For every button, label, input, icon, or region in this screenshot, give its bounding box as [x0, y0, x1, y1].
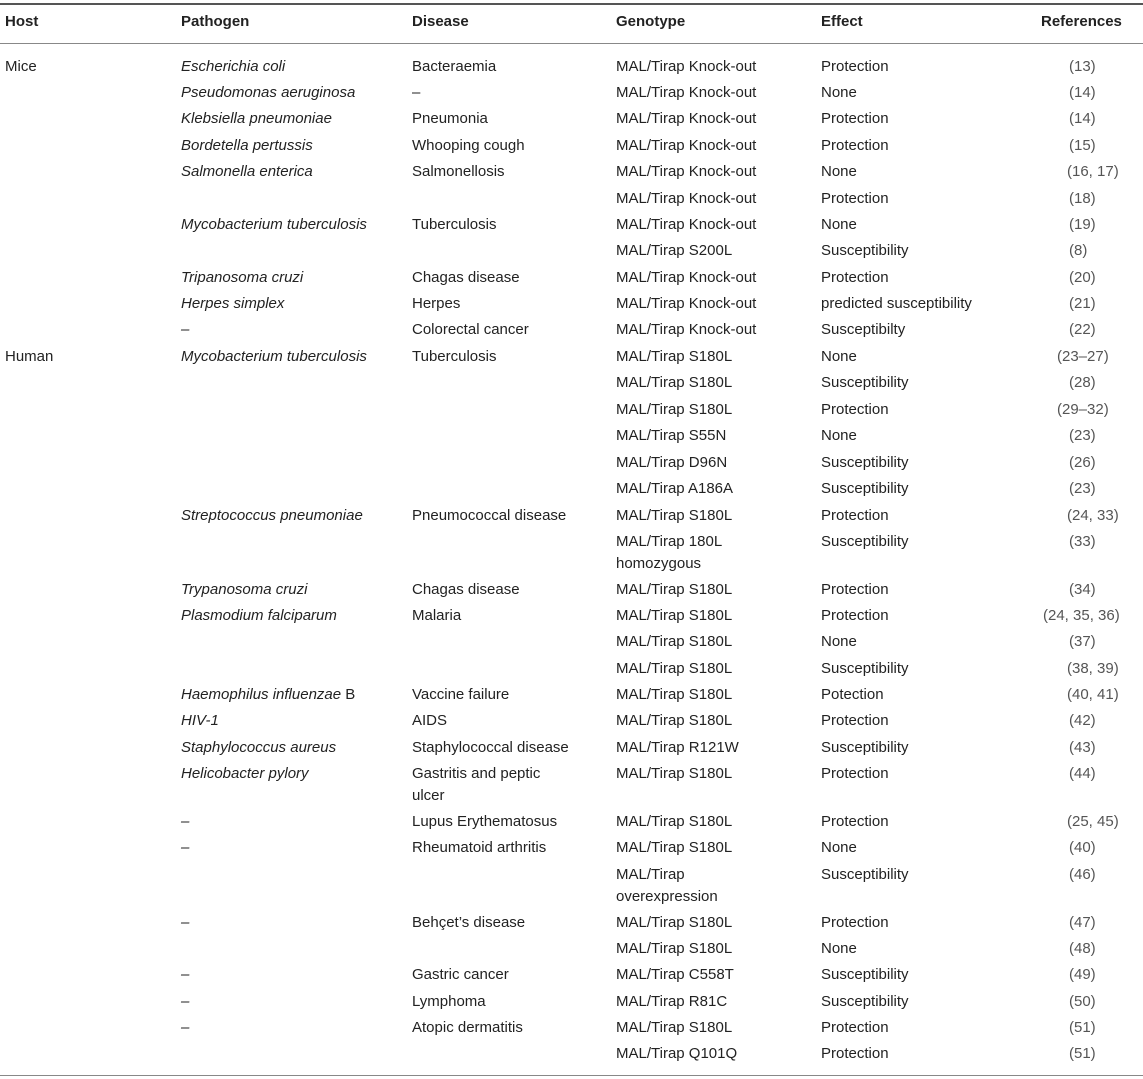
effect-cell: None — [821, 839, 857, 856]
disease-cell: Tuberculosis — [412, 216, 497, 233]
pathogen-cell: Salmonella enterica — [181, 163, 313, 180]
reference-cell: (16, 17) — [1067, 163, 1119, 180]
header-genotype: Genotype — [616, 13, 686, 30]
disease-cell: Herpes — [412, 295, 461, 312]
pathogen-cell: Bordetella pertussis — [181, 137, 313, 154]
effect-cell: Susceptibility — [821, 993, 909, 1010]
effect-cell: Protection — [821, 401, 889, 418]
genotype-cell: MAL/Tirap A186A — [616, 480, 734, 497]
disease-cell: Chagas disease — [412, 269, 520, 286]
effect-cell: Susceptibility — [821, 454, 909, 471]
pathogen-cell: Klebsiella pneumoniae — [181, 110, 332, 127]
disease-cell-line-2: ulcer — [412, 787, 445, 804]
pathogen-suffix: B — [341, 686, 356, 703]
genotype-cell: MAL/Tirap S180L — [616, 712, 733, 729]
genotype-cell: MAL/Tirap Knock-out — [616, 295, 757, 312]
header-effect: Effect — [821, 13, 863, 30]
reference-cell: (46) — [1069, 866, 1096, 883]
genotype-cell: MAL/Tirap Knock-out — [616, 137, 757, 154]
reference-cell: (34) — [1069, 581, 1096, 598]
genotype-cell: MAL/Tirap S180L — [616, 813, 733, 830]
host-cell: Mice — [5, 58, 37, 75]
reference-cell: (13) — [1069, 58, 1096, 75]
effect-cell: Protection — [821, 1019, 889, 1036]
pathogen-cell: Escherichia coli — [181, 58, 286, 75]
reference-cell: (48) — [1069, 940, 1096, 957]
genotype-cell: MAL/Tirap Knock-out — [616, 190, 757, 207]
reference-cell: (24, 35, 36) — [1043, 607, 1120, 624]
header-pathogen: Pathogen — [181, 13, 250, 30]
reference-cell: (29–32) — [1057, 401, 1109, 418]
genotype-cell: MAL/Tirap S180L — [616, 940, 733, 957]
genotype-cell: MAL/Tirap D96N — [616, 454, 728, 471]
reference-cell: (23–27) — [1057, 348, 1109, 365]
table-header-rule — [0, 43, 1143, 44]
pathogen-cell: Staphylococcus aureus — [181, 739, 337, 756]
effect-cell: Protection — [821, 607, 889, 624]
effect-cell: Protection — [821, 58, 889, 75]
table-top-rule — [0, 3, 1143, 5]
pathogen-cell: – — [181, 321, 190, 338]
genotype-cell: MAL/Tirap Knock-out — [616, 216, 757, 233]
genotype-cell: MAL/Tirap R81C — [616, 993, 728, 1010]
host-cell: Human — [5, 348, 54, 365]
reference-cell: (15) — [1069, 137, 1096, 154]
effect-cell: None — [821, 427, 857, 444]
genotype-cell: MAL/Tirap Knock-out — [616, 110, 757, 127]
disease-cell: Rheumatoid arthritis — [412, 839, 547, 856]
pathogen-cell: – — [181, 993, 190, 1010]
genotype-cell-line-1: MAL/Tirap 180L — [616, 533, 723, 550]
reference-cell: (14) — [1069, 110, 1096, 127]
disease-cell: Staphylococcal disease — [412, 739, 569, 756]
pathogen-cell: Mycobacterium tuberculosis — [181, 216, 367, 233]
reference-cell: (25, 45) — [1067, 813, 1119, 830]
reference-cell: (23) — [1069, 427, 1096, 444]
pathogen-cell: Plasmodium falciparum — [181, 607, 337, 624]
effect-cell: Potection — [821, 686, 884, 703]
genotype-cell: MAL/Tirap R121W — [616, 739, 739, 756]
disease-cell: – — [412, 84, 421, 101]
disease-cell: Bacteraemia — [412, 58, 497, 75]
genotype-cell: MAL/Tirap S180L — [616, 607, 733, 624]
reference-cell: (24, 33) — [1067, 507, 1119, 524]
genotype-cell-line-1: MAL/Tirap — [616, 866, 685, 883]
pathogen-name: Haemophilus influenzae — [181, 686, 342, 703]
genotype-cell: MAL/Tirap Knock-out — [616, 163, 757, 180]
reference-cell: (40) — [1069, 839, 1096, 856]
pathogen-cell: – — [181, 839, 190, 856]
effect-cell: Protection — [821, 581, 889, 598]
effect-cell: None — [821, 163, 857, 180]
effect-cell: Susceptibility — [821, 966, 909, 983]
genotype-cell: MAL/Tirap S180L — [616, 660, 733, 677]
effect-cell: Protection — [821, 712, 889, 729]
disease-cell: Lupus Erythematosus — [412, 813, 558, 830]
pathogen-cell: Helicobacter pylory — [181, 765, 309, 782]
reference-cell: (51) — [1069, 1019, 1096, 1036]
effect-cell: Susceptibility — [821, 866, 909, 883]
reference-cell: (20) — [1069, 269, 1096, 286]
pathogen-cell: Tripanosoma cruzi — [181, 269, 304, 286]
disease-cell — [412, 763, 540, 807]
effect-cell: Protection — [821, 269, 889, 286]
reference-cell: (33) — [1069, 533, 1096, 550]
genotype-cell — [616, 864, 718, 908]
genotype-cell: MAL/Tirap S180L — [616, 1019, 733, 1036]
effect-cell: Protection — [821, 914, 889, 931]
disease-cell: Gastric cancer — [412, 966, 509, 983]
reference-cell: (19) — [1069, 216, 1096, 233]
effect-cell: None — [821, 84, 857, 101]
pathogen-cell: – — [181, 813, 190, 830]
genotype-cell: MAL/Tirap Knock-out — [616, 84, 757, 101]
genotype-cell: MAL/Tirap S180L — [616, 765, 733, 782]
reference-cell: (26) — [1069, 454, 1096, 471]
table-bottom-rule — [0, 1075, 1143, 1076]
disease-cell: Colorectal cancer — [412, 321, 529, 338]
reference-cell: (47) — [1069, 914, 1096, 931]
effect-cell: Protection — [821, 137, 889, 154]
effect-cell: Susceptibilty — [821, 321, 906, 338]
pathogen-cell: – — [181, 1019, 190, 1036]
genotype-cell: MAL/Tirap S200L — [616, 242, 733, 259]
effect-cell: Protection — [821, 110, 889, 127]
effect-cell: Protection — [821, 190, 889, 207]
genotype-cell: MAL/Tirap S180L — [616, 633, 733, 650]
disease-cell: Vaccine failure — [412, 686, 510, 703]
disease-cell: Whooping cough — [412, 137, 525, 154]
reference-cell: (50) — [1069, 993, 1096, 1010]
effect-cell: None — [821, 216, 857, 233]
genotype-cell: MAL/Tirap C558T — [616, 966, 734, 983]
effect-cell: Protection — [821, 813, 889, 830]
genotype-cell — [616, 531, 722, 575]
reference-cell: (23) — [1069, 480, 1096, 497]
pathogen-cell: Pseudomonas aeruginosa — [181, 84, 356, 101]
disease-cell: AIDS — [412, 712, 448, 729]
effect-cell: Protection — [821, 765, 889, 782]
pathogen-cell: – — [181, 966, 190, 983]
reference-cell: (51) — [1069, 1045, 1096, 1062]
effect-cell: None — [821, 348, 857, 365]
effect-cell: Susceptibility — [821, 533, 909, 550]
pathogen-cell: Mycobacterium tuberculosis — [181, 348, 367, 365]
genotype-cell: MAL/Tirap S180L — [616, 839, 733, 856]
effect-cell: Susceptibility — [821, 739, 909, 756]
disease-cell: Pneumococcal disease — [412, 507, 567, 524]
genotype-cell-line-2: overexpression — [616, 888, 718, 905]
pathogen-cell — [181, 684, 355, 706]
effect-cell: Susceptibility — [821, 660, 909, 677]
genotype-cell: MAL/Tirap S180L — [616, 401, 733, 418]
reference-cell: (28) — [1069, 374, 1096, 391]
effect-cell: Protection — [821, 507, 889, 524]
genotype-cell-line-2: homozygous — [616, 555, 702, 572]
disease-cell: Behçet’s disease — [412, 914, 526, 931]
pathogen-cell: – — [181, 914, 190, 931]
effect-cell: Susceptibility — [821, 374, 909, 391]
disease-cell: Atopic dermatitis — [412, 1019, 523, 1036]
disease-cell: Salmonellosis — [412, 163, 505, 180]
genotype-cell: MAL/Tirap S180L — [616, 686, 733, 703]
pathogen-cell: Streptococcus pneumoniae — [181, 507, 363, 524]
reference-cell: (49) — [1069, 966, 1096, 983]
genotype-cell: MAL/Tirap S55N — [616, 427, 727, 444]
genotype-cell: MAL/Tirap Q101Q — [616, 1045, 738, 1062]
effect-cell: Protection — [821, 1045, 889, 1062]
reference-cell: (44) — [1069, 765, 1096, 782]
pathogen-cell: Herpes simplex — [181, 295, 285, 312]
reference-cell: (40, 41) — [1067, 686, 1119, 703]
genotype-cell: MAL/Tirap S180L — [616, 374, 733, 391]
reference-cell: (14) — [1069, 84, 1096, 101]
reference-cell: (22) — [1069, 321, 1096, 338]
disease-cell: Chagas disease — [412, 581, 520, 598]
genotype-cell: MAL/Tirap S180L — [616, 507, 733, 524]
header-host: Host — [5, 13, 39, 30]
reference-cell: (18) — [1069, 190, 1096, 207]
genotype-cell: MAL/Tirap Knock-out — [616, 58, 757, 75]
genotype-cell: MAL/Tirap S180L — [616, 348, 733, 365]
pathogen-cell: HIV-1 — [181, 712, 219, 729]
genotype-cell: MAL/Tirap S180L — [616, 914, 733, 931]
reference-cell: (42) — [1069, 712, 1096, 729]
reference-cell: (37) — [1069, 633, 1096, 650]
effect-cell: predicted susceptibility — [821, 295, 972, 312]
disease-cell-line-1: Gastritis and peptic — [412, 765, 541, 782]
effect-cell: Susceptibility — [821, 242, 909, 259]
genotype-cell: MAL/Tirap S180L — [616, 581, 733, 598]
reference-cell: (38, 39) — [1067, 660, 1119, 677]
effect-cell: None — [821, 633, 857, 650]
genotype-cell: MAL/Tirap Knock-out — [616, 269, 757, 286]
reference-cell: (43) — [1069, 739, 1096, 756]
genotype-cell: MAL/Tirap Knock-out — [616, 321, 757, 338]
pathogen-cell: Trypanosoma cruzi — [181, 581, 308, 598]
effect-cell: Susceptibility — [821, 480, 909, 497]
disease-cell: Lymphoma — [412, 993, 486, 1010]
header-references: References — [1041, 13, 1122, 30]
reference-cell: (21) — [1069, 295, 1096, 312]
header-disease: Disease — [412, 13, 469, 30]
disease-cell: Malaria — [412, 607, 462, 624]
effect-cell: None — [821, 940, 857, 957]
reference-cell: (8) — [1069, 242, 1088, 259]
disease-cell: Pneumonia — [412, 110, 488, 127]
disease-cell: Tuberculosis — [412, 348, 497, 365]
